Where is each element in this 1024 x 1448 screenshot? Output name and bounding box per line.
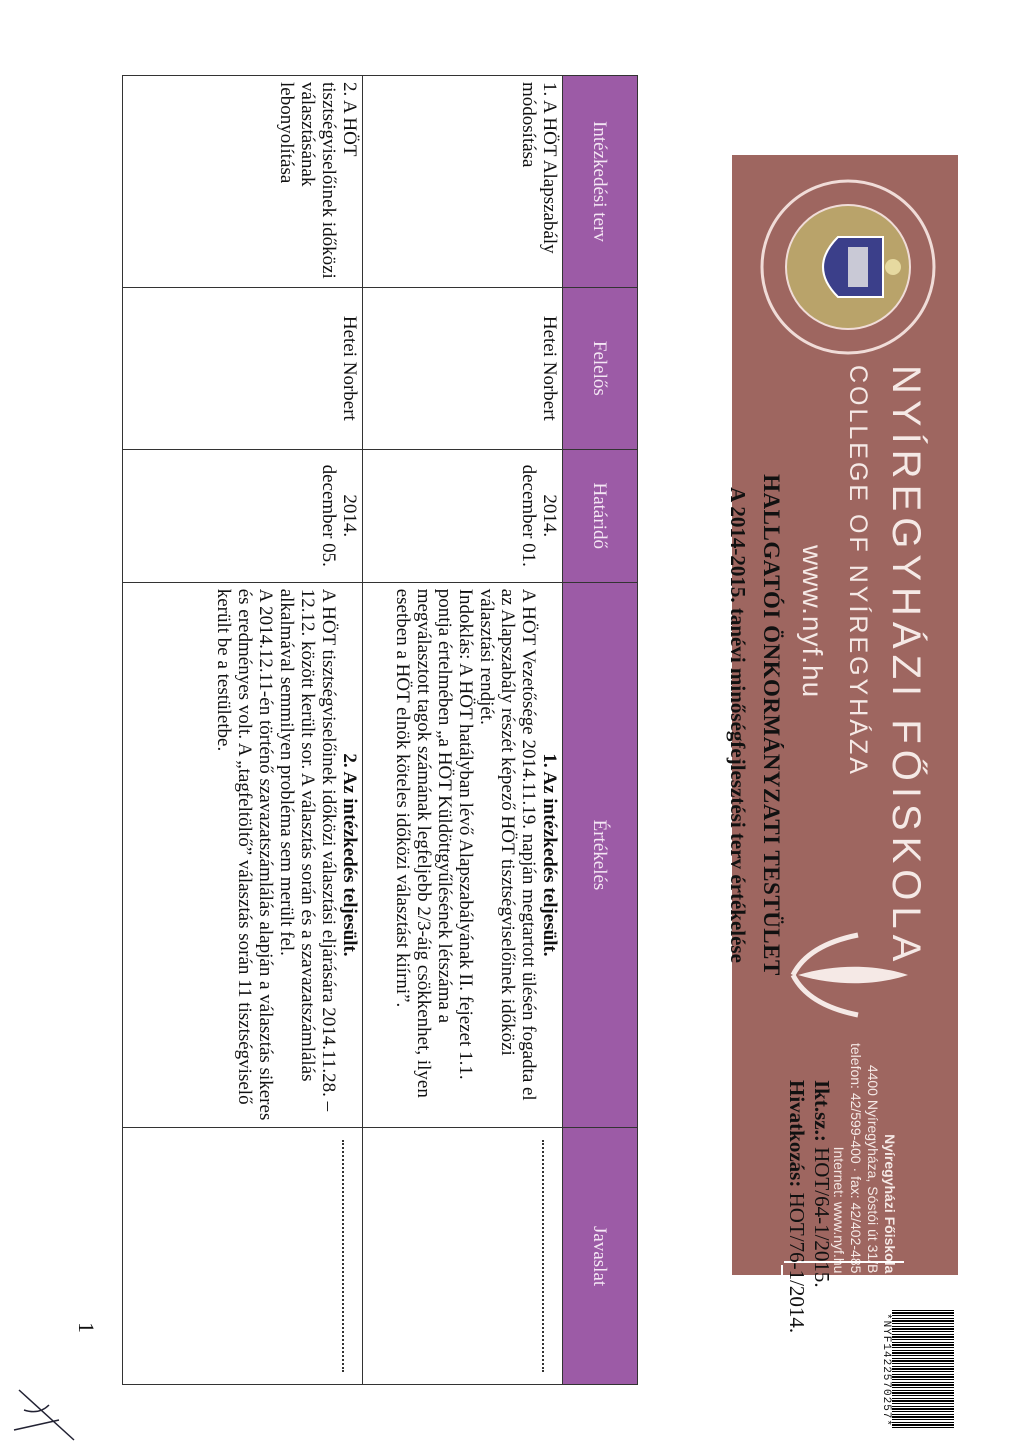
table-row: [363, 76, 563, 1385]
contact-internet: Internet: www.nyf.hu: [831, 1146, 847, 1274]
reference-numbers: [784, 1080, 834, 1333]
plan-cell: 2. A HÖT tisztségviselőinek időközi választásának lebonyolítása: [123, 76, 363, 288]
iktsz-value: HOT/64-1/2015.: [810, 1147, 834, 1288]
deadline-cell: 2014. december 01.: [363, 449, 563, 582]
college-name: NYÍREGYHÁZI FŐISKOLA: [884, 365, 928, 968]
evaluation-cell: [123, 582, 363, 1128]
contact-block: [830, 1043, 898, 1273]
deadline-cell: 2014. december 05.: [123, 449, 363, 582]
document-subtitle: A 2014-2015. tanévi minőségfejlesztési terv értékelése: [726, 487, 750, 963]
quality-plan-table: [122, 75, 638, 1385]
table-row: [123, 76, 363, 1385]
dotted-line: [342, 1140, 354, 1372]
hivatkozas-label: Hivatkozás:: [785, 1080, 809, 1188]
header-evaluation: Értékelés: [563, 582, 638, 1128]
college-subtitle: COLLEGE OF NYÍREGYHÁZA: [844, 365, 872, 777]
evaluation-heading: 1. Az intézkedés teljesült.: [539, 753, 560, 957]
contact-name: Nyíregyházi Főiskola: [882, 1134, 898, 1274]
barcode-bars: [892, 1310, 954, 1430]
barcode-text: *NYF1422570257*: [880, 1312, 892, 1428]
signature-mark-icon: [9, 1385, 79, 1445]
responsible-cell: Hetei Norbert: [363, 287, 563, 449]
iktsz-label: Ikt.sz.:: [810, 1080, 834, 1142]
table-header-row: [563, 76, 638, 1385]
wreath-emblem-icon: [778, 915, 918, 1035]
college-crest-logo: [758, 177, 938, 357]
header-proposal: Javaslat: [563, 1128, 638, 1385]
contact-address: 4400 Nyíregyháza, Sóstói út 31/B: [865, 1064, 881, 1274]
proposal-cell: [363, 1128, 563, 1385]
evaluation-reason: Indoklás: A HÖT hatályban lévő Alapszabályának II. fejezet 1.1. pontja értelmében „a HÖT Küldöttgyűlésének létszáma a megválasztott tagok számának legfeljebb 2/3-áig csökkenhet, ilyen esetben a HÖT elnök köteles időközi választást kiírni”.: [392, 588, 476, 1098]
contact-phone: telefon: 42/599-400 · fax: 42/402-485: [848, 1043, 864, 1274]
barcode: [876, 1310, 954, 1430]
college-website: www.nyf.hu: [797, 545, 828, 699]
hivatkozas-value: HOT/76-1/2014.: [785, 1192, 809, 1334]
page-number: 1: [74, 1322, 99, 1333]
document-title: HALLGATÓI ÖNKORMÁNYZATI TESTÜLET: [759, 474, 784, 976]
header-responsible: Felelős: [563, 287, 638, 449]
proposal-cell: [123, 1128, 363, 1385]
header-deadline: Határidő: [563, 449, 638, 582]
evaluation-result: A 2014.12.11-én történő szavazatszámlálás alapján a választás sikeres és eredményes volt. A „tagfeltöltő” választás során 11 tisztségviselő került be a testületbe.: [213, 588, 276, 1121]
evaluation-text: A HÖT tisztségviselőinek időközi választási eljárására 2014.11.28. – 12.12. között került sor. A választás során és a szavazatszámlálás alkalmával semmilyen probléma sem merült fel.: [276, 588, 339, 1112]
header-plan: Intézkedési terv: [563, 76, 638, 288]
responsible-cell: Hetei Norbert: [123, 287, 363, 449]
dotted-line: [542, 1140, 554, 1372]
evaluation-heading: 2. Az intézkedés teljesült.: [339, 753, 360, 957]
plan-cell: 1. A HÖT Alapszabály módosítása: [363, 76, 563, 288]
evaluation-cell: [363, 582, 563, 1128]
evaluation-text: A HÖT Vezetősége 2014.11.19. napján megtartott ülésén fogadta el az Alapszabály részét képező HÖT tisztségviselőinek időközi választási rendjét.: [476, 588, 539, 1101]
